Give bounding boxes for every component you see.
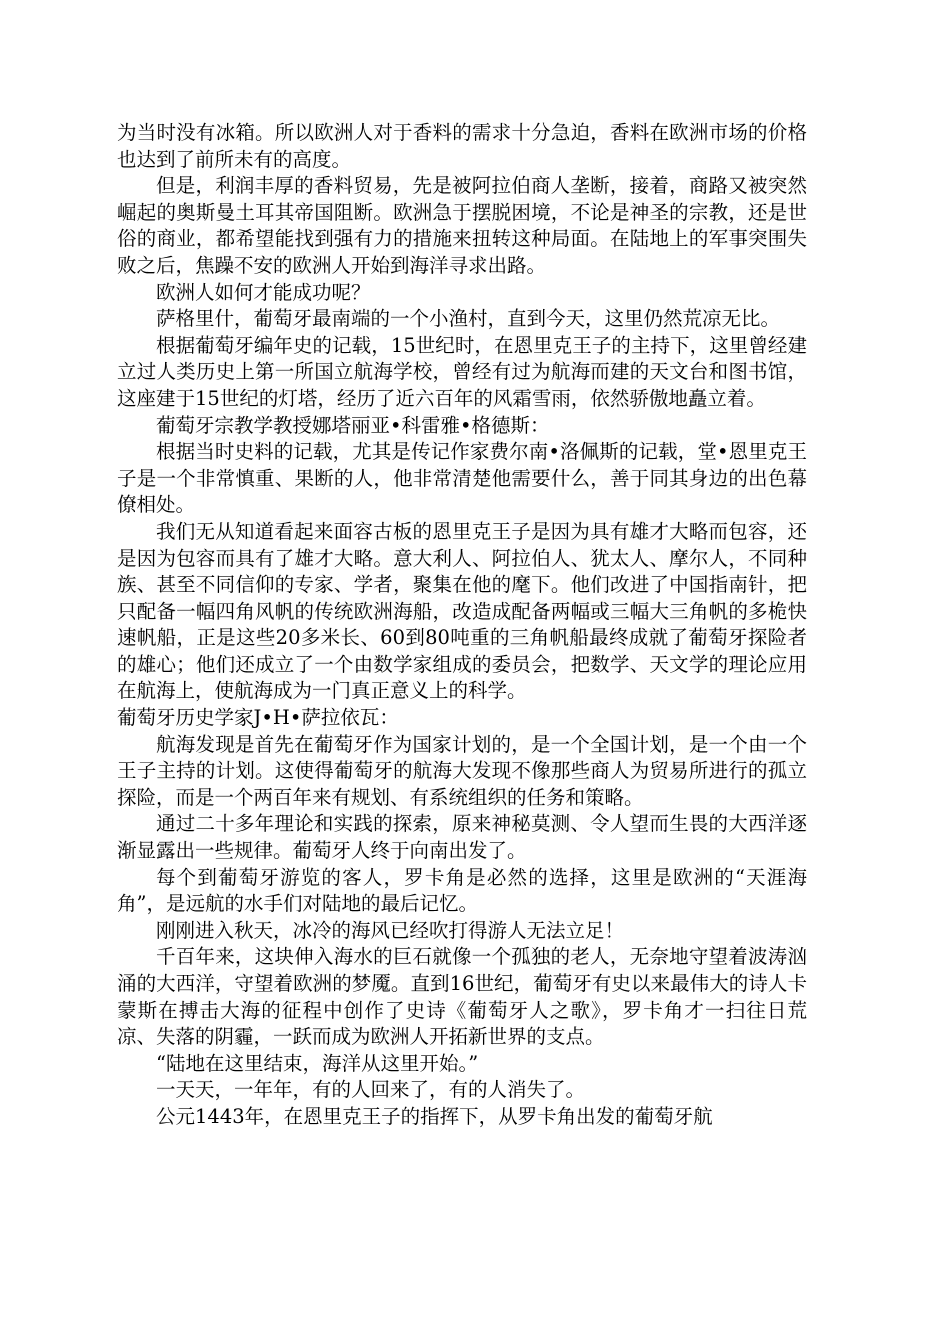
paragraph: 刚刚进入秋天，冰冷的海风已经吹打得游人无法立足！ [156, 918, 625, 942]
quote-speaker: 葡萄牙宗教学教授娜塔丽亚•科雷雅•格德斯： [156, 413, 550, 437]
paragraph: 萨格里什，葡萄牙最南端的一个小渔村，直到今天，这里仍然荒凉无比。 [156, 307, 781, 331]
paragraph: 我们无从知道看起来面容古板的恩里克王子是因为具有雄才大略而包容，还是因为包容而具有了雄才大略。意大利人、阿拉伯人、犹太人、摩尔人，不同种族、甚至不同信仰的专家、学者，聚集在他的麾下。他们改进了中国指南针，把只配备一幅四角风帆的传统欧洲海船，改造成配备两幅或三幅大三角帆的多桅快速帆船，正是这些20多米长、60到80吨重的三角帆船最终成就了葡萄牙探险者的雄心；他们还成立了一个由数学家组成的委员会，把数学、天文学的理论应用在航海上，使航海成为一门真正意义上的科学。 [117, 519, 807, 703]
paragraph: 航海发现是首先在葡萄牙作为国家计划的，是一个全国计划，是一个由一个王子主持的计划。这使得葡萄牙的航海大发现不像那些商人为贸易所进行的孤立探险，而是一个两百年来有规划、有系统组织的任务和策略。 [117, 732, 807, 809]
paragraph: 每个到葡萄牙游览的客人，罗卡角是必然的选择，这里是欧洲的“天涯海角”，是远航的水手们对陆地的最后记忆。 [117, 865, 807, 916]
paragraph: 根据当时史料的记载，尤其是传记作家费尔南•洛佩斯的记载，堂•恩里克王子是一个非常慎重、果断的人，他非常清楚他需要什么，善于同其身边的出色幕僚相处。 [117, 440, 807, 517]
document-page [117, 120, 807, 1131]
quotation: “陆地在这里结束，海洋从这里开始。” [156, 1051, 479, 1075]
paragraph: 千百年来，这块伸入海水的巨石就像一个孤独的老人，无奈地守望着波涛汹涌的大西洋，守望着欧洲的梦魇。直到16世纪，葡萄牙有史以来最伟大的诗人卡蒙斯在搏击大海的征程中创作了史诗《葡萄牙人之歌》，罗卡角才一扫往日荒凉、失落的阴霾，一跃而成为欧洲人开拓新世界的支点。 [117, 945, 807, 1049]
quote-speaker: 葡萄牙历史学家J•H•萨拉依瓦： [117, 706, 399, 730]
paragraph: 欧洲人如何才能成功呢？ [156, 280, 371, 304]
paragraph: 根据葡萄牙编年史的记载，15世纪时，在恩里克王子的主持下，这里曾经建立过人类历史上第一所国立航海学校，曾经有过为航海而建的天文台和图书馆，这座建于15世纪的灯塔，经历了近六百年的风霜雪雨，依然骄傲地矗立着。 [117, 333, 807, 410]
paragraph: 通过二十多年理论和实践的探索，原来神秘莫测、令人望而生畏的大西洋逐渐显露出一些规律。葡萄牙人终于向南出发了。 [117, 812, 807, 863]
paragraph: 一天天，一年年，有的人回来了，有的人消失了。 [156, 1078, 586, 1102]
paragraph: 为当时没有冰箱。所以欧洲人对于香料的需求十分急迫，香料在欧洲市场的价格也达到了前所未有的高度。 [117, 121, 807, 171]
paragraph: 但是，利润丰厚的香料贸易，先是被阿拉伯商人垄断，接着，商路又被突然崛起的奥斯曼土耳其帝国阻断。欧洲急于摆脱困境，不论是神圣的宗教，还是世俗的商业，都希望能找到强有力的措施来扭转这种局面。在陆地上的军事突围失败之后，焦躁不安的欧洲人开始到海洋寻求出路。 [117, 174, 807, 277]
paragraph: 公元1443年，在恩里克王子的指挥下，从罗卡角出发的葡萄牙航 [156, 1104, 713, 1128]
